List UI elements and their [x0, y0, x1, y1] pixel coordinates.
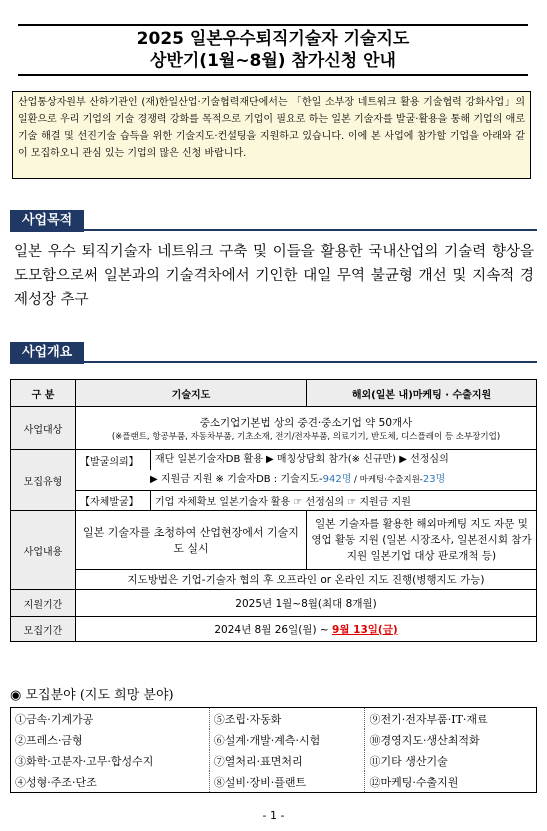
intro-box: 산업통상자원부 산하기관인 (재)한일산업·기술협력재단에서는 「한일 소부장 네트워크 활용 기술협력 강화사업」의 일환으로 우리 기업의 기술 경쟁력 강화를 목적으로 기업이 필요로 하는 일본 기술자를 발굴·활용을 통해 기업의 애로기술 해결 및 선진기술 습득을 위한 기술지도·컨설팅을 지원하고 있습니다. 이에 본 사업에 참가할 기업을 아래와 같이 모집하오니 관심 있는 기업의 많은 신청 바랍니다.: [12, 91, 531, 179]
header-tech-guidance: 기술지도: [76, 380, 307, 407]
section-label-purpose: 사업목적: [10, 210, 84, 232]
table-row: [11, 708, 537, 730]
target-cell: [76, 407, 537, 450]
overview-table: [10, 379, 537, 642]
label-target: 사업대상: [11, 407, 76, 450]
table-row: [11, 407, 537, 450]
content-note: 지도방법은 기업-기술자 협의 후 오프라인 or 온라인 지도 진행(병행지도 가능): [76, 570, 537, 590]
field-item: ⑥설계·개발·계측·시험: [209, 729, 365, 750]
field-item: ⑨전기·전자부품·IT·재료: [365, 708, 537, 730]
recruit-start: 2024년 8월 26일(월) ~: [214, 623, 333, 636]
recruit-value: [76, 617, 537, 642]
type1-inner: [76, 450, 536, 490]
table-row: [11, 450, 537, 491]
section-header-purpose: [10, 209, 537, 231]
recruit-end: 9월 13일(금): [332, 623, 398, 636]
content-left: 일본 기술자를 초청하여 산업현장에서 기술지도 실시: [76, 511, 307, 570]
field-item: ⑫마케팅·수출지원: [365, 771, 537, 793]
table-row: [11, 750, 537, 771]
section-label-overview: 사업개요: [10, 342, 84, 364]
target-line1: 중소기업기본법 상의 중견·중소기업 약 50개사: [199, 416, 413, 429]
title-line2: 상반기(1월~8월) 참가신청 안내: [150, 51, 396, 71]
type1-db-count-tech: 942명: [322, 474, 352, 485]
type1-tag: 【발굴의뢰】: [76, 450, 151, 470]
field-item: ①금속·기계가공: [15, 712, 94, 726]
fields-title: ◉ 모집분야 (지도 희망 분야): [10, 688, 174, 703]
table-header-row: [11, 380, 537, 407]
table-row: [11, 491, 537, 511]
header-marketing: 해외(일본 내)마케팅 · 수출지원: [307, 380, 537, 407]
field-item: ⑤조립·자동화: [209, 708, 365, 730]
type1-db-label: ▶ 지원금 지원 ※ 기술자DB : 기술지도-: [150, 474, 323, 485]
document-title: [18, 24, 528, 76]
table-row: [11, 590, 537, 617]
field-item: ②프레스·금형: [15, 733, 83, 747]
header-category: 구 분: [11, 380, 76, 407]
type1-line1: 재단 일본기술자DB 활용 ▶ 매칭상담회 참가(※ 신규만) ▶ 선정심의: [155, 454, 449, 465]
type2-cell: [76, 491, 537, 511]
field-item: ③화학·고분자·고무·합성수지: [15, 754, 154, 768]
field-item: ⑦열처리·표면처리: [209, 750, 365, 771]
field-item: ⑪기타 생산기술: [365, 750, 537, 771]
table-row: [11, 511, 537, 570]
page-number: - 1 -: [262, 809, 285, 822]
title-line1: 2025 일본우수퇴직기술자 기술지도: [136, 29, 410, 49]
target-line2: (※플랜트, 항공부품, 자동차부품, 기초소재, 전기/전자부품, 의료기기, 반도체, 디스플레이 등 소부장기업): [111, 431, 501, 442]
label-recruit: 모집기간: [11, 617, 76, 642]
type2-line: 기업 자체확보 일본기술자 활용 ☞ 선정심의 ☞ 지원금 지원: [155, 497, 411, 508]
table-row: [11, 570, 537, 590]
table-row: [11, 617, 537, 642]
fields-table: [10, 707, 537, 793]
table-row: [11, 729, 537, 750]
table-row: [11, 771, 537, 793]
field-item: ⑧설비·장비·플랜트: [209, 771, 365, 793]
section-underline: [10, 229, 537, 231]
period-value: 2025년 1월~8월(최대 8개월): [76, 590, 537, 617]
type1-cell: [76, 450, 537, 491]
label-content: 사업내용: [11, 511, 76, 590]
type1-content: [151, 450, 537, 470]
type2-inner: [76, 491, 536, 510]
section-header-overview: [10, 341, 537, 363]
type1-db-label2: / 마케팅·수출지원-: [351, 475, 423, 485]
type1-line2: [76, 470, 536, 490]
type2-tag: 【자체발굴】: [76, 491, 151, 510]
content-right: 일본 기술자를 활용한 해외마케팅 지도 자문 및 영업 활동 지원 (일본 시장조사, 일본전시회 참가지원 일본기업 대상 판로개척 등): [307, 511, 537, 570]
section-underline: [10, 361, 537, 363]
label-period: 지원기간: [11, 590, 76, 617]
field-item: ④성형·주조·단조: [15, 775, 97, 789]
label-type: 모집유형: [11, 450, 76, 511]
field-item: ⑩경영지도·생산최적화: [365, 729, 537, 750]
purpose-text: 일본 우수 퇴직기술자 네트워크 구축 및 이들을 활용한 국내산업의 기술력 향상을 도모함으로써 일본과의 기술격차에서 기인한 대일 무역 불균형 개선 및 지속적 경제성장 추구: [14, 244, 534, 308]
type1-db-count-marketing: 23명: [422, 474, 446, 485]
